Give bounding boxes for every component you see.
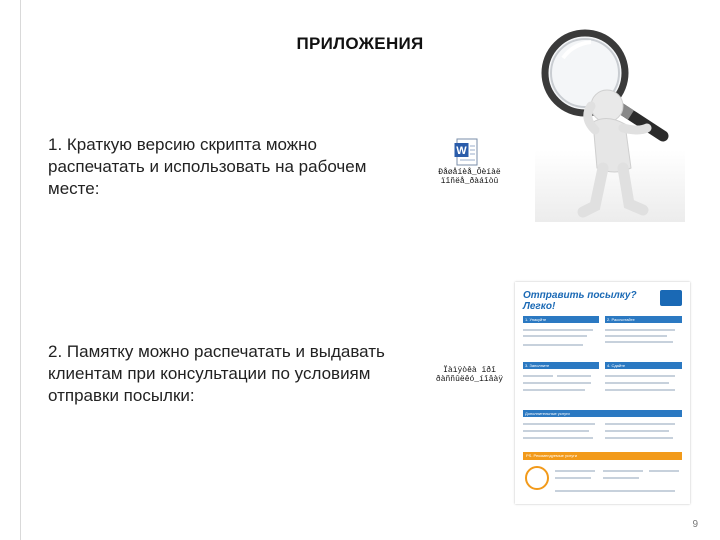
leaflet-text-line — [523, 423, 595, 425]
word-document-icon[interactable] — [454, 138, 480, 166]
leaflet-text-line — [605, 437, 673, 439]
leaflet-text-line — [523, 329, 593, 331]
leaflet-row-1 — [523, 316, 682, 323]
leaflet-step-3: 3. Заполните — [523, 362, 599, 369]
leaflet-text-line — [605, 341, 673, 343]
leaflet-text-line — [555, 470, 595, 472]
leaflet-text-line — [603, 477, 639, 479]
leaflet-text-line — [523, 389, 585, 391]
leaflet-step-2: 2. Рассчитайте — [605, 316, 682, 323]
leaflet-text-line — [605, 335, 667, 337]
leaflet-text-line — [523, 430, 589, 432]
pdf-file-caption[interactable]: Ïàìÿòêà ïðî ðàññûëêó_íîâàÿ — [435, 366, 504, 384]
leaflet-orange-bar: PS. Рекомендуемые услуги — [523, 452, 682, 460]
leaflet-step-4: 4. Сдайте — [605, 362, 682, 369]
paragraph-script-print: 1. Краткую версию скрипта можно распечатать и использовать на рабочем месте: — [48, 135, 367, 198]
paragraph-leaflet-print: 2. Памятку можно распечатать и выдавать клиентам при консультации по условиям отправки посылки: — [48, 342, 385, 405]
leaflet-text-line — [605, 389, 675, 391]
leaflet-row-2 — [523, 362, 682, 369]
leaflet-text-line — [523, 335, 587, 337]
leaflet-text-line — [605, 382, 669, 384]
leaflet-thumbnail[interactable] — [515, 282, 690, 504]
leaflet-row-3 — [523, 410, 682, 417]
leaflet-text-line — [523, 344, 583, 346]
leaflet-text-line — [523, 375, 553, 377]
magnifier-figure-illustration — [535, 18, 685, 223]
leaflet-step-1: 1. Упакуйте — [523, 316, 599, 323]
page-number: 9 — [692, 519, 698, 530]
leaflet-text-line — [603, 470, 643, 472]
post-logo-icon — [660, 290, 682, 306]
leaflet-text-line — [605, 430, 669, 432]
slide-title: ПРИЛОЖЕНИЯ — [296, 34, 424, 53]
leaflet-text-line — [555, 490, 675, 492]
leaflet-extra-services: Дополнительные услуги — [523, 410, 682, 417]
svg-text:W: W — [456, 145, 467, 157]
leaflet-text-line — [557, 375, 591, 377]
leaflet-title: Отправить посылку? Легко! — [523, 290, 637, 312]
leaflet-text-line — [605, 423, 675, 425]
leaflet-text-line — [649, 470, 679, 472]
leaflet-badge-icon — [525, 466, 549, 490]
leaflet-text-line — [555, 477, 591, 479]
leaflet-text-line — [523, 437, 593, 439]
word-file-caption[interactable]: Ðåøåíèå_Ôèíàë ïîñëå_ðàáîòû — [438, 168, 501, 186]
leaflet-text-line — [523, 382, 591, 384]
leaflet-text-line — [605, 375, 675, 377]
leaflet-text-line — [605, 329, 675, 331]
